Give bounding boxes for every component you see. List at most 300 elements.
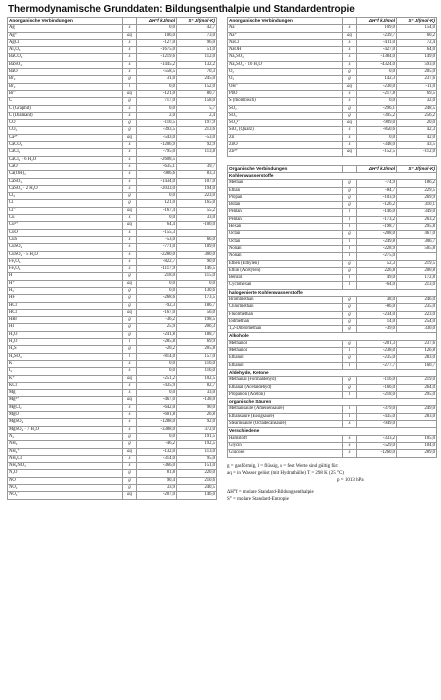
- table-row: [8, 433, 217, 440]
- compound-name: H₂O: [8, 339, 123, 346]
- table-row: [8, 492, 217, 499]
- table-row: [228, 194, 437, 201]
- compound-name: SO₂: [228, 105, 343, 112]
- entropy-cell: 43,5: [397, 142, 437, 149]
- table-row: [8, 207, 217, 214]
- entropy-cell: 126,8: [397, 348, 437, 355]
- table-row: [228, 282, 437, 289]
- enthalpy-cell: -314,0: [137, 455, 177, 462]
- state-cell: l: [343, 282, 357, 289]
- entropy-cell: 188,7: [177, 331, 217, 338]
- compound-name: HI: [8, 324, 123, 331]
- compound-name: AgCl: [8, 39, 123, 46]
- state-cell: s: [343, 450, 357, 457]
- enthalpy-cell: -348,0: [357, 142, 397, 149]
- header-state: [343, 165, 357, 172]
- enthalpy-cell: -208,0: [357, 231, 397, 238]
- entropy-cell: 235,0: [397, 304, 437, 311]
- table-row: [8, 309, 217, 316]
- table-row: [228, 391, 437, 398]
- header-entropy: S° J/(mol·K): [177, 18, 217, 25]
- state-cell: l: [343, 245, 357, 252]
- compound-name: Fluormethan: [228, 311, 343, 318]
- table-row: [228, 231, 437, 238]
- enthalpy-cell: -543,0: [137, 134, 177, 141]
- table-row: [228, 39, 437, 46]
- entropy-cell: 245,0: [177, 76, 217, 83]
- compound-name: Methanol: [228, 340, 343, 347]
- enthalpy-cell: -435,0: [357, 413, 397, 420]
- enthalpy-cell: 0,0: [137, 433, 177, 440]
- enthalpy-cell: 0,0: [137, 360, 177, 367]
- compound-name: N₂O: [8, 470, 123, 477]
- entropy-cell: [177, 229, 217, 236]
- entropy-cell: 186,2: [397, 180, 437, 187]
- table-row: [8, 39, 217, 46]
- state-cell: g: [343, 304, 357, 311]
- enthalpy-cell: 0,0: [137, 215, 177, 222]
- state-cell: g: [343, 318, 357, 325]
- table-row: [228, 224, 437, 231]
- compound-name: Glycin: [228, 442, 343, 449]
- state-cell: s: [123, 69, 137, 76]
- state-cell: s: [123, 390, 137, 397]
- state-cell: g: [343, 180, 357, 187]
- entropy-cell: 5,7: [177, 105, 217, 112]
- state-cell: s: [123, 229, 137, 236]
- enthalpy-cell: -795,0: [137, 149, 177, 156]
- state-cell: l: [343, 209, 357, 216]
- state-cell: s: [343, 61, 357, 68]
- compound-name: NH₄⁺: [8, 448, 123, 455]
- table-row: [8, 76, 217, 83]
- compound-name: Octan: [228, 231, 343, 238]
- state-cell: g: [343, 355, 357, 362]
- table-row: [228, 362, 437, 369]
- compound-name: Zn: [228, 134, 343, 141]
- enthalpy-cell: -2033,0: [137, 185, 177, 192]
- entropy-cell: 229,5: [397, 187, 437, 194]
- entropy-cell: 157,0: [177, 353, 217, 360]
- table-row: [8, 441, 217, 448]
- enthalpy-cell: 106,0: [137, 32, 177, 39]
- table-row: [228, 54, 437, 61]
- compound-name: Hexan: [228, 224, 343, 231]
- table-row: [8, 390, 217, 397]
- table-row: [228, 180, 437, 187]
- table-row: [228, 406, 437, 413]
- state-cell: s: [123, 112, 137, 119]
- entropy-cell: 116,0: [177, 360, 217, 367]
- state-cell: aq: [343, 83, 357, 90]
- entropy-cell: 95,0: [177, 455, 217, 462]
- header-enthalpy: ΔH°f kJ/mol: [357, 165, 397, 172]
- table-row: [228, 304, 437, 311]
- enthalpy-cell: -393,5: [137, 127, 177, 134]
- enthalpy-cell: -201,3: [357, 340, 397, 347]
- table-row: [228, 142, 437, 149]
- entropy-cell: -100,0: [177, 222, 217, 229]
- entropy-cell: 20,0: [397, 120, 437, 127]
- entropy-cell: 83,3: [177, 171, 217, 178]
- compound-name: NO: [8, 477, 123, 484]
- state-cell: l: [343, 253, 357, 260]
- entropy-cell: -11,0: [397, 83, 437, 90]
- compound-name: Na: [228, 25, 343, 32]
- enthalpy-cell: -1219,6: [137, 54, 177, 61]
- state-cell: s: [343, 98, 357, 105]
- state-cell: s: [123, 426, 137, 433]
- state-cell: g: [123, 346, 137, 353]
- table-row: [228, 61, 437, 68]
- enthalpy-cell: -238,0: [357, 348, 397, 355]
- state-cell: s: [343, 421, 357, 428]
- state-cell: aq: [123, 90, 137, 97]
- enthalpy-cell: 142,3: [357, 76, 397, 83]
- enthalpy-cell: 52,3: [357, 260, 397, 267]
- state-cell: aq: [343, 120, 357, 127]
- compound-name: K⁺: [8, 375, 123, 382]
- legend-line: g = gasförmig, l = flüssig, s = fest Werte sind gültig für:: [227, 463, 339, 469]
- table-row: [8, 382, 217, 389]
- entropy-cell: 263,2: [397, 216, 437, 223]
- compound-name: CaSO₄ · 2 H₂O: [8, 185, 123, 192]
- section-title: Aldehyde, Ketone: [228, 369, 437, 376]
- table-header-row: [228, 18, 437, 25]
- enthalpy-cell: 717,0: [137, 98, 177, 105]
- entropy-cell: 26,8: [177, 412, 217, 419]
- state-cell: s: [123, 149, 137, 156]
- entropy-cell: 210,6: [177, 477, 217, 484]
- state-cell: s: [123, 258, 137, 265]
- enthalpy-cell: -427,0: [357, 47, 397, 54]
- compound-name: C (Diamant): [8, 112, 123, 119]
- table-row: [8, 317, 217, 324]
- table-row: [8, 236, 217, 243]
- enthalpy-cell: -814,0: [137, 353, 177, 360]
- state-cell: l: [343, 348, 357, 355]
- table-row: [8, 47, 217, 54]
- compound-name: HF: [8, 295, 123, 302]
- compound-name: 1,2-Dibromethan: [228, 326, 343, 333]
- enthalpy-cell: -20,2: [137, 346, 177, 353]
- compound-name: H₂SO₄: [8, 353, 123, 360]
- table-row: [8, 368, 217, 375]
- table-row: [228, 25, 437, 32]
- state-cell: g: [123, 98, 137, 105]
- entropy-cell: 146,5: [177, 266, 217, 273]
- entropy-cell: 205,8: [177, 346, 217, 353]
- section-header-row: [228, 369, 437, 376]
- compound-name: Zn²⁺: [228, 149, 343, 156]
- entropy-cell: 149,0: [397, 54, 437, 61]
- compound-name: NH₄NO₃: [8, 463, 123, 470]
- enthalpy-cell: -909,0: [357, 120, 397, 127]
- table-row: [8, 32, 217, 39]
- header-name: Organische Verbindungen: [228, 165, 343, 172]
- enthalpy-cell: -277,7: [357, 362, 397, 369]
- table-row: [228, 105, 437, 112]
- entropy-cell: 107,0: [177, 178, 217, 185]
- table-row: [8, 142, 217, 149]
- table-row: [8, 302, 217, 309]
- compound-name: Br₂: [8, 83, 123, 90]
- state-cell: g: [123, 470, 137, 477]
- compound-name: Cl: [8, 200, 123, 207]
- enthalpy-cell: 49,0: [357, 275, 397, 282]
- entropy-cell: 310,1: [397, 202, 437, 209]
- enthalpy-cell: -1260,0: [357, 450, 397, 457]
- table-row: [228, 216, 437, 223]
- table-row: [8, 266, 217, 273]
- enthalpy-cell: 2,0: [137, 112, 177, 119]
- enthalpy-cell: 0,0: [357, 69, 397, 76]
- enthalpy-cell: -467,0: [137, 397, 177, 404]
- table-row: [8, 273, 217, 280]
- state-cell: l: [343, 238, 357, 245]
- table-row: [8, 127, 217, 134]
- entropy-cell: 132,2: [177, 61, 217, 68]
- enthalpy-cell: -173,2: [357, 216, 397, 223]
- table-row: [228, 296, 437, 303]
- entropy-cell: 42,3: [397, 127, 437, 134]
- entropy-cell: 192,5: [177, 441, 217, 448]
- state-cell: l: [123, 339, 137, 346]
- compound-name: K: [8, 360, 123, 367]
- compound-name: Benzol: [228, 275, 343, 282]
- enthalpy-cell: -3388,0: [137, 426, 177, 433]
- compound-name: CO: [8, 120, 123, 127]
- state-cell: s: [123, 178, 137, 185]
- enthalpy-cell: -103,9: [357, 194, 397, 201]
- table-row: [8, 90, 217, 97]
- compound-name: Ethin (Acetylen): [228, 267, 343, 274]
- table-row: [8, 287, 217, 294]
- section-title: Verschiedene: [228, 428, 437, 435]
- state-cell: s: [123, 47, 137, 54]
- entropy-cell: 154,0: [397, 25, 437, 32]
- enthalpy-cell: -251,2: [137, 375, 177, 382]
- enthalpy-cell: -46,2: [137, 441, 177, 448]
- table-row: [8, 156, 217, 163]
- compound-name: SiO₂ (Quarz): [228, 127, 343, 134]
- enthalpy-cell: 0,0: [137, 287, 177, 294]
- table-row: [8, 455, 217, 462]
- enthalpy-cell: -949,0: [357, 421, 397, 428]
- state-cell: s: [343, 39, 357, 46]
- compound-name: CuSO₄ · 5 H₂O: [8, 251, 123, 258]
- entropy-cell: 42,7: [177, 25, 217, 32]
- legend-line: ΔH°f = molare Standard-Bildungsenthalpie: [227, 489, 314, 495]
- entropy-cell: 223,0: [397, 311, 437, 318]
- enthalpy-cell: -167,0: [137, 309, 177, 316]
- compound-name: Ethansäure (Essigsäure): [228, 413, 343, 420]
- enthalpy-cell: -39,0: [357, 326, 397, 333]
- entropy-cell: 66,0: [177, 236, 217, 243]
- entropy-cell: 90,0: [177, 258, 217, 265]
- state-cell: aq: [123, 397, 137, 404]
- compound-name: Cu: [8, 215, 123, 222]
- compound-name: Mg²⁺: [8, 397, 123, 404]
- state-cell: g: [343, 202, 357, 209]
- header-state: [343, 18, 357, 25]
- page-title: Thermodynamische Grunddaten: Bildungsenthalpie und Standardentropie: [8, 4, 355, 15]
- enthalpy-cell: -529,0: [357, 442, 397, 449]
- state-cell: l: [343, 216, 357, 223]
- entropy-cell: 467,0: [397, 231, 437, 238]
- compound-name: H₂O: [8, 331, 123, 338]
- state-cell: s: [123, 419, 137, 426]
- state-cell: s: [123, 360, 137, 367]
- table-row: [8, 61, 217, 68]
- state-cell: s: [123, 54, 137, 61]
- table-row: [8, 120, 217, 127]
- entropy-cell: 219,5: [397, 260, 437, 267]
- compound-name: C (Graphit): [8, 105, 123, 112]
- compound-name: Ethen (Ethylen): [228, 260, 343, 267]
- compound-name: Ethan: [228, 187, 343, 194]
- entropy-cell: 173,5: [177, 295, 217, 302]
- table-row: [8, 229, 217, 236]
- enthalpy-cell: -268,6: [137, 295, 177, 302]
- enthalpy-cell: -230,0: [357, 83, 397, 90]
- entropy-cell: 112,0: [177, 54, 217, 61]
- enthalpy-cell: 0,0: [137, 83, 177, 90]
- state-cell: s: [343, 127, 357, 134]
- entropy-cell: [397, 421, 437, 428]
- state-cell: g: [123, 76, 137, 83]
- enthalpy-cell: 33,9: [137, 485, 177, 492]
- compound-name: Octan: [228, 238, 343, 245]
- table-row: [228, 202, 437, 209]
- entropy-cell: 289,0: [397, 450, 437, 457]
- entropy-cell: 60,2: [397, 32, 437, 39]
- entropy-cell: 113,0: [177, 448, 217, 455]
- state-cell: s: [123, 61, 137, 68]
- compound-name: SO₄²⁻: [228, 120, 343, 127]
- state-cell: g: [343, 326, 357, 333]
- legend-line: aq = in Wasser gelöst (mit Hydrathülle) T = 298 K (25 °C): [227, 470, 344, 476]
- state-cell: s: [123, 25, 137, 32]
- entropy-cell: 92,9: [177, 142, 217, 149]
- table-row: [8, 112, 217, 119]
- organic-table: [227, 165, 437, 458]
- state-cell: g: [343, 187, 357, 194]
- header-entropy: S° J/(mol·K): [397, 165, 437, 172]
- enthalpy-cell: -771,0: [137, 244, 177, 251]
- enthalpy-cell: -218,0: [357, 391, 397, 398]
- state-cell: g: [343, 231, 357, 238]
- compound-name: Ca²⁺: [8, 134, 123, 141]
- table-row: [8, 426, 217, 433]
- state-cell: l: [123, 353, 137, 360]
- enthalpy-cell: -411,0: [357, 39, 397, 46]
- entropy-cell: 219,0: [397, 377, 437, 384]
- table-row: [8, 324, 217, 331]
- compound-name: Na⁺: [228, 32, 343, 39]
- enthalpy-cell: 121,0: [137, 200, 177, 207]
- entropy-cell: 330,0: [397, 326, 437, 333]
- compound-name: Cyclohexan: [228, 282, 343, 289]
- header-enthalpy: ΔH°f kJ/mol: [137, 18, 177, 25]
- state-cell: aq: [123, 222, 137, 229]
- entropy-cell: 39,7: [177, 163, 217, 170]
- entropy-cell: 200,8: [397, 267, 437, 274]
- state-cell: g: [123, 287, 137, 294]
- table-row: [8, 295, 217, 302]
- enthalpy-cell: -234,0: [357, 311, 397, 318]
- entropy-cell: 64,0: [397, 47, 437, 54]
- enthalpy-cell: -155,3: [137, 229, 177, 236]
- section-header-row: [228, 172, 437, 179]
- compound-name: Ethanol: [228, 362, 343, 369]
- state-cell: s: [123, 382, 137, 389]
- enthalpy-cell: -249,8: [357, 238, 397, 245]
- table-row: [8, 178, 217, 185]
- compound-name: CaCl₂: [8, 149, 123, 156]
- enthalpy-cell: -435,9: [137, 382, 177, 389]
- entropy-cell: 115,0: [177, 273, 217, 280]
- enthalpy-cell: -132,0: [137, 448, 177, 455]
- entropy-cell: 349,0: [397, 209, 437, 216]
- state-cell: s: [343, 435, 357, 442]
- state-cell: g: [123, 295, 137, 302]
- enthalpy-cell: -241,8: [137, 331, 177, 338]
- compound-name: KCl: [8, 382, 123, 389]
- enthalpy-cell: -1206,9: [137, 142, 177, 149]
- table-row: [228, 47, 437, 54]
- entropy-cell: 283,0: [397, 355, 437, 362]
- table-row: [228, 253, 437, 260]
- state-cell: g: [123, 477, 137, 484]
- entropy-cell: 256,2: [397, 112, 437, 119]
- entropy-cell: -112,0: [397, 149, 437, 156]
- header-state: [123, 18, 137, 25]
- enthalpy-cell: 0,0: [137, 390, 177, 397]
- entropy-cell: [177, 156, 217, 163]
- compound-name: Ca(OH)₂: [8, 171, 123, 178]
- compound-name: NaCl: [228, 39, 343, 46]
- entropy-cell: 283,0: [397, 413, 437, 420]
- compound-name: Cl⁻: [8, 207, 123, 214]
- entropy-cell: 249,0: [397, 406, 437, 413]
- entropy-cell: 295,8: [397, 224, 437, 231]
- table-row: [8, 477, 217, 484]
- table-row: [8, 69, 217, 76]
- compound-name: H⁺: [8, 280, 123, 287]
- compound-name: Butan: [228, 202, 343, 209]
- entropy-cell: 42,0: [397, 134, 437, 141]
- table-row: [228, 318, 437, 325]
- table-row: [228, 348, 437, 355]
- enthalpy-cell: 0,0: [137, 193, 177, 200]
- compound-name: CO₂: [8, 127, 123, 134]
- enthalpy-cell: 31,0: [137, 76, 177, 83]
- state-cell: g: [123, 433, 137, 440]
- compound-name: MgSO₄: [8, 419, 123, 426]
- compound-name: Stearinsäure (Octadecansäure): [228, 421, 343, 428]
- section-header-row: [228, 399, 437, 406]
- state-cell: g: [123, 273, 137, 280]
- entropy-cell: 96,0: [177, 39, 217, 46]
- legend: [227, 463, 436, 503]
- table-row: [228, 98, 437, 105]
- enthalpy-cell: 218,0: [137, 273, 177, 280]
- compound-name: Br₂: [8, 76, 123, 83]
- entropy-cell: 90,0: [177, 404, 217, 411]
- table-row: [228, 149, 437, 156]
- enthalpy-cell: 14,0: [357, 318, 397, 325]
